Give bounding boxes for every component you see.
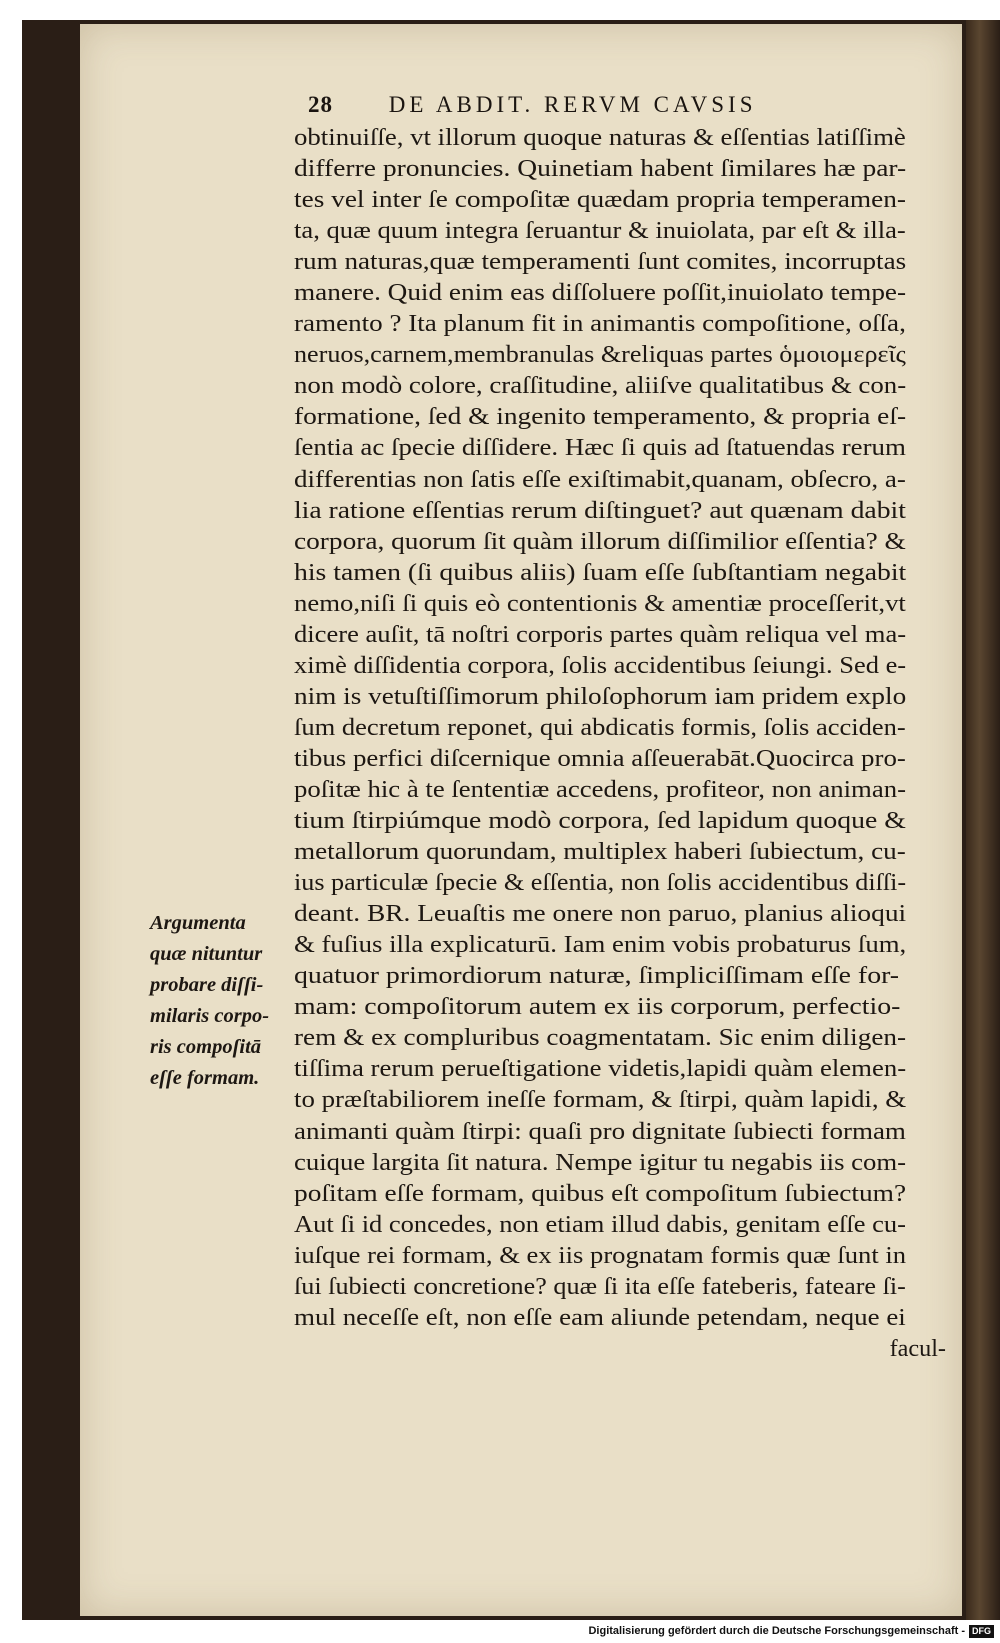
text-line: ramento ? Ita planum fit in animantis compoſitione, oſſa,	[294, 310, 906, 338]
text-line: deant. BR. Leuaſtis me onere non paruo, planius alioqui	[294, 900, 907, 928]
text-line: tes vel inter ſe compoſitæ quædam propria temperamen-	[294, 186, 906, 214]
text-line: tium ſtirpiúmque modò corpora, ſed lapidum quoque &	[294, 807, 906, 835]
text-line: corpora, quorum ſit quàm illorum diſſimilior eſſentia? &	[294, 527, 906, 555]
body-text	[294, 122, 954, 1364]
text-line: iuſque rei formam, & ex iis prognatam formis quæ ſunt in	[294, 1241, 907, 1269]
text-line: differre pronuncies. Quinetiam habent ſimilares hæ par-	[294, 155, 907, 183]
footer-bar	[0, 1620, 1000, 1643]
margin-note-line: quæ nituntur	[150, 943, 263, 966]
margin-note-line: Argumenta	[150, 912, 246, 934]
text-line: ximè diſſidentia corpora, ſolis accidentibus ſeiungi. Sed e-	[294, 651, 907, 679]
text-line: obtinuiſſe, vt illorum quoque naturas & eſſentias latiſſimè	[294, 124, 906, 151]
text-line: his tamen (ſi quibus aliis) ſuam eſſe ſubſtantiam negabit	[294, 558, 907, 586]
text-line: neruos,carnem,membranulas &reliquas partes ὁμοιομερεῖς	[294, 341, 906, 369]
text-line: facul-	[889, 1334, 946, 1362]
margin-note-line: ris compoſitā	[150, 1036, 262, 1059]
page-edge	[966, 20, 1000, 1620]
text-line: ta, quæ quum integra ſeruantur & inuiolata, par eſt & illa-	[294, 217, 906, 245]
text-line: ſum decretum reponet, qui abdicatis formis, ſolis acciden-	[294, 713, 906, 741]
text-line: lia ratione eſſentias rerum diſtinguet? aut quænam dabit	[294, 496, 906, 524]
text-line: non modò colore, craſſitudine, aliiſve qualitatibus & con-	[294, 372, 907, 400]
running-head	[308, 92, 948, 122]
margin-note-line: probare diſſi-	[150, 974, 264, 997]
page-number: 28	[308, 92, 333, 117]
text-line: differentias non ſatis eſſe exiſtimabit,quanam, obſecro, a-	[294, 465, 906, 493]
text-line: cuique largita ſit natura. Nempe igitur tu negabis iis com-	[294, 1148, 907, 1176]
text-line: metallorum quorundam, multiplex haberi ſubiectum, cu-	[294, 838, 906, 866]
text-line: & fuſius illa explicaturū. Iam enim vobis probaturus ſum,	[294, 931, 907, 959]
text-line: poſitæ hic à te ſententiæ accedens, profiteor, non animan-	[294, 775, 906, 803]
text-line: rum naturas,quæ temperamenti ſunt comites, incorruptas	[294, 248, 907, 276]
text-line: tibus perfici diſcernique omnia aſſeuerabāt.Quocirca pro-	[294, 744, 906, 772]
text-line: ius particulæ ſpecie & eſſentia, non ſolis accidentibus diſſi-	[294, 869, 907, 897]
text-line: to præſtabiliorem ineſſe formam, & ſtirpi, quàm lapidi, &	[294, 1086, 907, 1114]
text-line: nemo,niſi ſi quis eò contentionis & amentiæ proceſſerit,vt	[294, 589, 906, 617]
text-line: dicere auſit, tā noſtri corporis partes quàm reliqua vel ma-	[294, 620, 907, 648]
margin-note	[150, 908, 290, 1094]
text-line: quatuor primordiorum naturæ, ſimpliciſſimam eſſe for-	[294, 962, 900, 990]
funding-notice: Digitalisierung gefördert durch die Deutsche Forschungsgemeinschaft -	[588, 1625, 965, 1637]
running-title: DE ABDIT. RERVM CAVSIS	[388, 92, 757, 117]
text-line: mul neceſſe eſt, non eſſe eam aliunde petendam, neque ei	[294, 1303, 906, 1331]
text-line: poſitam eſſe formam, quibus eſt compoſitum ſubiectum?	[294, 1179, 907, 1207]
text-line: nim is vetuſtiſſimorum philoſophorum iam pridem explo	[294, 682, 907, 710]
text-line: Aut ſi id concedes, non etiam illud dabis, genitam eſſe cu-	[294, 1210, 906, 1238]
text-line: animanti quàm ſtirpi: quaſi pro dignitate ſubiecti formam	[294, 1117, 906, 1145]
text-line: formatione, ſed & ingenito temperamento, & propria eſ-	[294, 403, 907, 431]
text-line: ſui ſubiecti concretione? quæ ſi ita eſſe fateberis, fateare ſi-	[294, 1272, 906, 1300]
text-line: ſentia ac ſpecie diſſidere. Hæc ſi quis ad ſtatuendas rerum	[294, 434, 906, 462]
text-line: rem & ex compluribus coagmentatam. Sic enim diligen-	[294, 1024, 907, 1052]
text-line: manere. Quid enim eas diſſoluere poſſit,inuiolato tempe-	[294, 279, 907, 307]
margin-note-line: eſſe formam.	[150, 1067, 260, 1090]
text-line: tiſſima rerum perueſtigatione videtis,lapidi quàm elemen-	[294, 1055, 907, 1083]
text-line: mam: compoſitorum autem ex iis corporum, perfectio-	[294, 993, 901, 1021]
margin-note-line: milaris corpo-	[150, 1005, 270, 1028]
dfg-logo: DFG	[969, 1625, 994, 1638]
